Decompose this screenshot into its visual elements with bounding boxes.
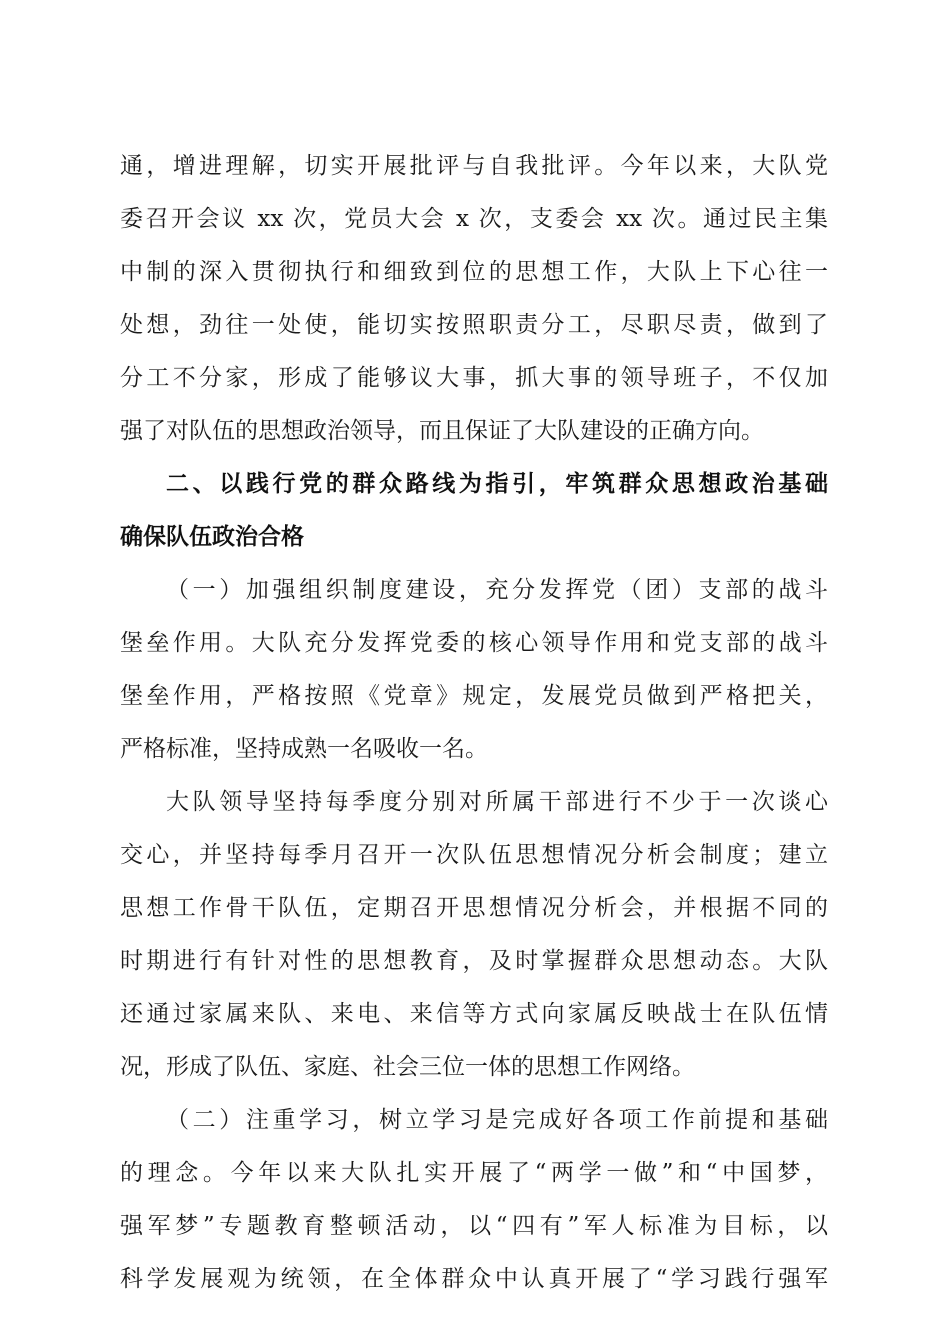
paragraph-leadership (120, 776, 828, 1094)
paragraph-subsection-2 (120, 1094, 828, 1306)
section-heading (120, 458, 828, 564)
text-line: 处想，劲往一处使，能切实按照职责分工，尽职尽责，做到了 (120, 312, 828, 338)
text-line: 的理念。今年以来大队扎实开展了“两学一做”和“中国梦， (120, 1160, 828, 1186)
heading-line: 确保队伍政治合格 (120, 524, 304, 550)
text-line: 分工不分家，形成了能够议大事，抓大事的领导班子，不仅加 (120, 365, 828, 391)
text-line: 还通过家属来队、来电、来信等方式向家属反映战士在队伍情 (120, 1001, 828, 1027)
text-line: 通，增进理解，切实开展批评与自我批评。今年以来，大队党 (120, 153, 828, 179)
text-line: （二）注重学习，树立学习是完成好各项工作前提和基础 (166, 1107, 828, 1133)
text-line: 大队领导坚持每季度分别对所属干部进行不少于一次谈心 (166, 789, 828, 815)
text-line: 交心，并坚持每季月召开一次队伍思想情况分析会制度；建立 (120, 842, 828, 868)
text-line: 科学发展观为统领，在全体群众中认真开展了“学习践行强军 (120, 1266, 828, 1292)
text-line: 思想工作骨干队伍，定期召开思想情况分析会，并根据不同的 (120, 895, 828, 921)
heading-line: 二、以践行党的群众路线为指引，牢筑群众思想政治基础 (166, 471, 828, 497)
paragraph-continuation (120, 140, 828, 458)
text-line: 时期进行有针对性的思想教育，及时掌握群众思想动态。大队 (120, 948, 828, 974)
text-line: 况，形成了队伍、家庭、社会三位一体的思想工作网络。 (120, 1054, 695, 1080)
text-line: 严格标准，坚持成熟一名吸收一名。 (120, 736, 488, 762)
paragraph-subsection-1 (120, 564, 828, 776)
text-line: 强了对队伍的思想政治领导，而且保证了大队建设的正确方向。 (120, 418, 764, 444)
text-line: 委召开会议 xx 次，党员大会 x 次，支委会 xx 次。通过民主集 (120, 206, 828, 232)
text-line: 堡垒作用。大队充分发挥党委的核心领导作用和党支部的战斗 (120, 630, 828, 656)
document-body (120, 140, 828, 1306)
text-line: 中制的深入贯彻执行和细致到位的思想工作，大队上下心往一 (120, 259, 828, 285)
text-line: 强军梦”专题教育整顿活动，以“四有”军人标准为目标，以 (120, 1213, 828, 1239)
text-line: 堡垒作用，严格按照《党章》规定，发展党员做到严格把关， (120, 683, 828, 709)
text-line: （一）加强组织制度建设，充分发挥党（团）支部的战斗 (166, 577, 828, 603)
